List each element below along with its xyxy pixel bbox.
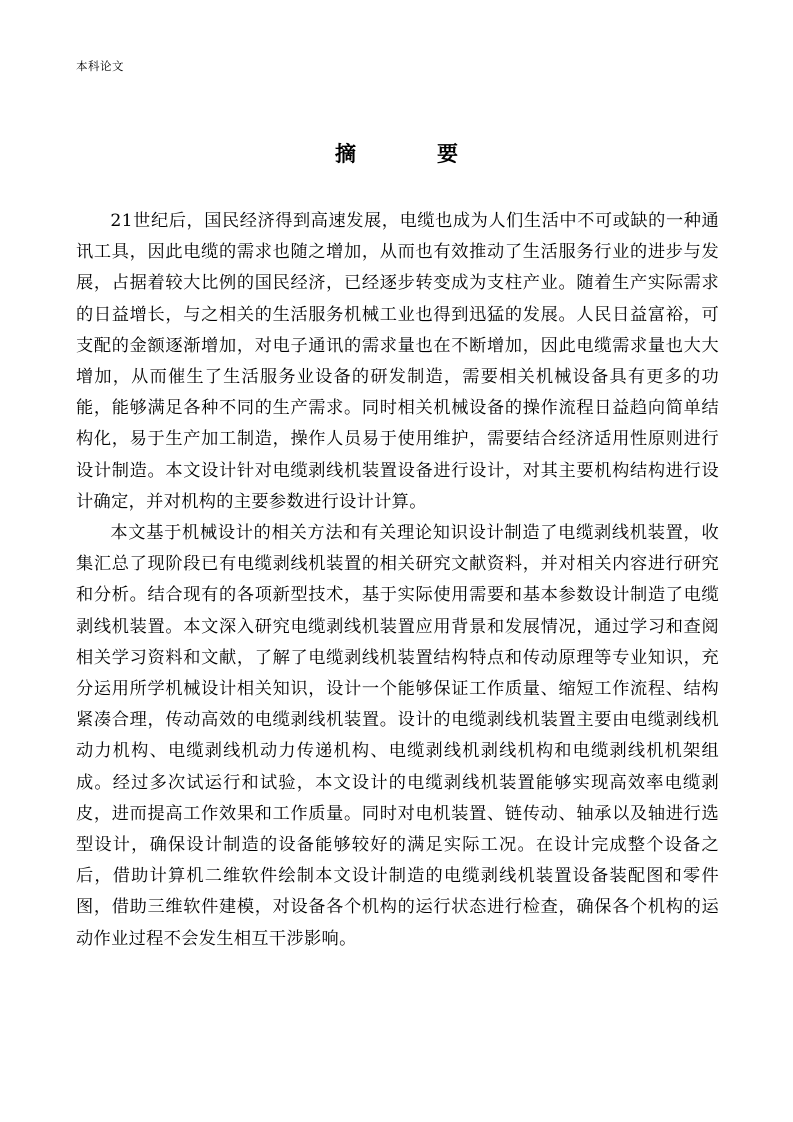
- abstract-body: [76, 206, 719, 955]
- abstract-paragraph-1: 21世纪后，国民经济得到高速发展，电缆也成为人们生活中不可或缺的一种通讯工具，因此电缆的需求也随之增加，从而也有效推动了生活服务行业的进步与发展，占据着较大比例的国民经济，已经逐步转变成为支柱产业。随着生产实际需求的日益增长，与之相关的生活服务机械工业也得到迅猛的发展。人民日益富裕，可支配的金额逐渐增加，对电子通讯的需求量也在不断增加，因此电缆需求量也大大增加，从而催生了生活服务业设备的研发制造，需要相关机械设备具有更多的功能，能够满足各种不同的生产需求。同时相关机械设备的操作流程日益趋向简单结构化，易于生产加工制造，操作人员易于使用维护，需要结合经济适用性原则进行设计制造。本文设计针对电缆剥线机装置设备进行设计，对其主要机构结构进行设计确定，并对机构的主要参数进行设计计算。: [76, 211, 719, 512]
- header-divider: [72, 78, 722, 79]
- abstract-paragraph-2: 本文基于机械设计的相关方法和有关理论知识设计制造了电缆剥线机装置，收集汇总了现阶段已有电缆剥线机装置的相关研究文献资料，并对相关内容进行研究和分析。结合现有的各项新型技术，基于实际使用需要和基本参数设计制造了电缆剥线机装置。本文深入研究电缆剥线机装置应用背景和发展情况，通过学习和查阅相关学习资料和文献，了解了电缆剥线机装置结构特点和传动原理等专业知识，充分运用所学机械设计相关知识，设计一个能够保证工作质量、缩短工作流程、结构紧凑合理，传动高效的电缆剥线机装置。设计的电缆剥线机装置主要由电缆剥线机动力机构、电缆剥线机动力传递机构、电缆剥线机剥线机构和电缆剥线机机架组成。经过多次试运行和试验，本文设计的电缆剥线机装置能够实现高效率电缆剥皮，进而提高工作效果和工作质量。同时对电机装置、链传动、轴承以及轴进行选型设计，确保设计制造的设备能够较好的满足实际工况。在设计完成整个设备之后，借助计算机二维软件绘制本文设计制造的电缆剥线机装置设备装配图和零件图，借助三维软件建模，对设备各个机构的运行状态进行检查，确保各个机构的运动作业过程不会发生相互干涉影响。: [76, 523, 719, 949]
- running-header: 本科论文: [76, 59, 124, 73]
- abstract-title: 摘 要: [335, 141, 488, 166]
